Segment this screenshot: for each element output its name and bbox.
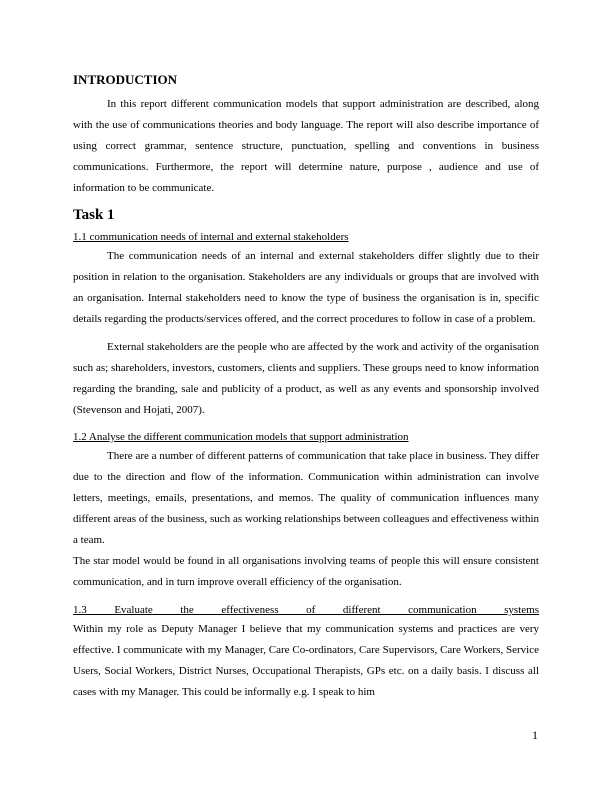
section-1-1-paragraph-2: External stakeholders are the people who are affected by the work and activity of the organisation such as; shareholders, investors, customers, clients and suppliers. These groups need to know information regarding the branding, sale and publicity of a product, as well as any events and sponsorship involved (Stevenson and Hojati, 2007). xyxy=(73,341,539,416)
section-1-3-title: 1.3 Evaluate the effectiveness of different communication systems xyxy=(73,604,539,616)
intro-heading: INTRODUCTION xyxy=(73,72,178,87)
section-1-2-title: 1.2 Analyse the different communication models that support administration xyxy=(73,431,409,443)
section-1-3-paragraph-1: Within my role as Deputy Manager I believe that my communication systems and practices are very effective. I communicate with my Manager, Care Co-ordinators, Care Supervisors, Care Workers, Service Users, Social Workers, District Nurses, Occupational Therapists, GPs etc. on a daily basis. I discuss all cases with my Manager. This could be informally e.g. I speak to him xyxy=(73,623,539,698)
page-number: 1 xyxy=(532,728,538,742)
section-1-1-title: 1.1 communication needs of internal and external stakeholders xyxy=(73,231,349,243)
intro-paragraph: In this report different communication models that support administration are described, along with the use of communications theories and body language. The report will also describe importance of using correct grammar, sentence structure, punctuation, spelling and conventions in business communications. Furthermore, the report will determine nature, purpose , audience and use of information to be communicate. xyxy=(73,98,539,194)
section-1-1-paragraph-1: The communication needs of an internal and external stakeholders differ slightly due to their position in relation to the organisation. Stakeholders are any individuals or groups that are involved with an organisation. Internal stakeholders need to know the type of business the organisation is in, specific details regarding the products/services offered, and the correct procedures to follow in case of a problem. xyxy=(73,250,539,325)
task-heading: Task 1 xyxy=(73,207,115,223)
page-content xyxy=(73,72,539,710)
section-1-2-paragraph-1: There are a number of different patterns of communication that take place in business. They differ due to the direction and flow of the information. Communication within administration can involve letters, meetings, emails, presentations, and memos. The quality of communication influences many different areas of the business, such as working relationships between colleagues and effectiveness within a team. xyxy=(73,450,539,546)
section-1-2-paragraph-2: The star model would be found in all organisations involving teams of people this will ensure consistent communication, and in turn improve overall efficiency of the organisation. xyxy=(73,555,539,588)
